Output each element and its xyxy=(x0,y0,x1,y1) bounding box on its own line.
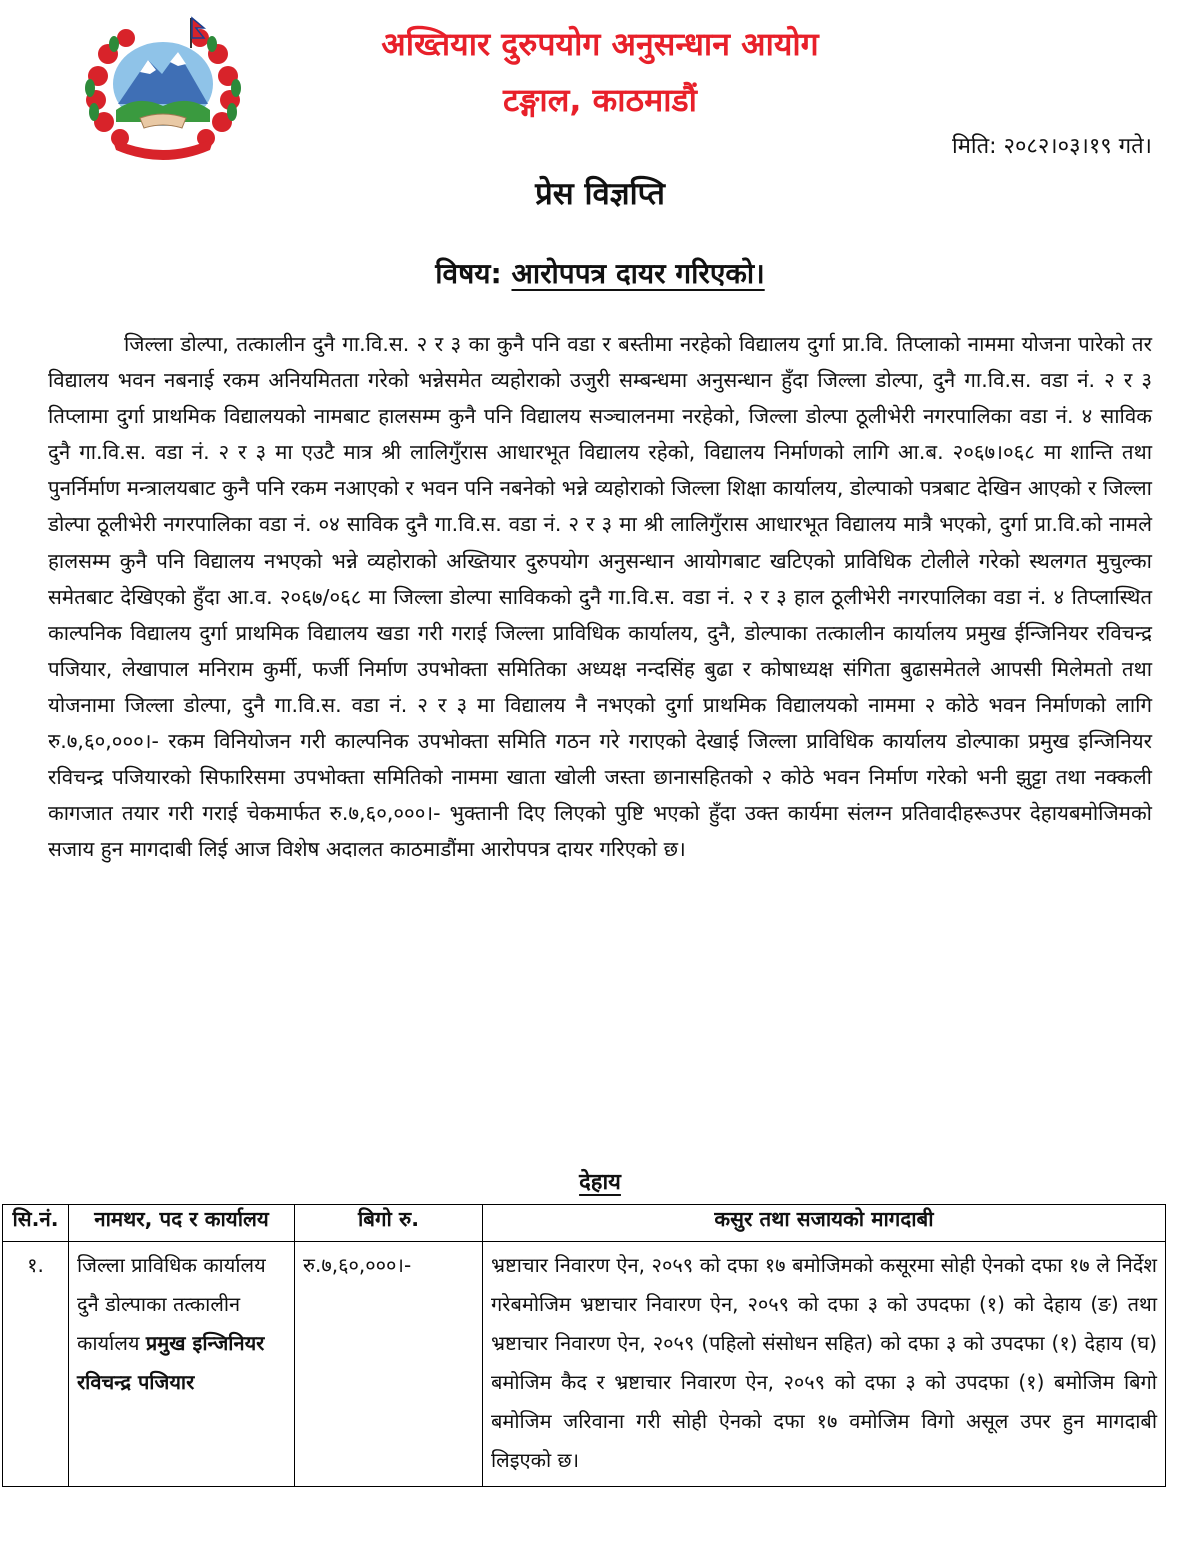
column-header-charge: कसुर तथा सजायको मागदाबी xyxy=(483,1205,1166,1242)
row-name xyxy=(69,1242,295,1487)
row-sn: १. xyxy=(3,1242,69,1487)
issue-date: मिति: २०८२।०३।१९ गते। xyxy=(952,134,1152,159)
row-amount: रु.७,६०,०००।- xyxy=(295,1242,483,1487)
column-header-sn: सि.नं. xyxy=(3,1205,69,1242)
row-name-person: प्रमुख इन्जिनियर रविचन्द्र पजियार xyxy=(77,1331,265,1394)
nepal-coat-of-arms-icon xyxy=(78,14,248,164)
annex-heading: देहाय xyxy=(579,1170,621,1195)
organization-location: टङ्गाल, काठमाडौं xyxy=(503,81,697,119)
row-charge: भ्रष्टाचार निवारण ऐन, २०५९ को दफा १७ बमोजिमको कसूरमा सोही ऐनको दफा १७ ले निर्देश गरेबमोजिम भ्रष्टाचार निवारण ऐन, २०५९ को दफा ३ को उपदफा (१) को देहाय (ङ) तथा भ्रष्टाचार निवारण ऐन, २०५९ (पहिलो संसोधन सहित) को दफा ३ को उपदफा (१) देहाय (घ) बमोजिम कैद र भ्रष्टाचार निवारण ऐन, २०५९ को दफा ३ को उपदफा (१) बमोजिम बिगो बमोजिम जरिवाना गरी सोही ऐनको दफा १७ वमोजिम विगो असूल उपर हुन मागदाबी लिइएको छ। xyxy=(483,1242,1166,1487)
defendants-table xyxy=(2,1204,1166,1487)
subject-label: विषय: xyxy=(435,257,502,290)
table-row xyxy=(3,1242,1166,1487)
subject-line xyxy=(0,254,1200,292)
row-name-office: जिल्ला प्राविधिक कार्यालय दुनै डोल्पाका तत्कालीन कार्यालय xyxy=(77,1253,266,1355)
column-header-amount: बिगो रु. xyxy=(295,1205,483,1242)
organization-name: अख्तियार दुरुपयोग अनुसन्धान आयोग xyxy=(381,25,819,63)
press-body-paragraph: जिल्ला डोल्पा, तत्कालीन दुनै गा.वि.स. २ र ३ का कुनै पनि वडा र बस्तीमा नरहेको विद्यालय दुर्गा प्रा.वि. तिप्लाको नाममा योजना पारेको तर विद्यालय भवन नबनाई रकम अनियमितता गरेको भन्नेसमेत व्यहोराको उजुरी सम्बन्धमा अनुसन्धान हुँदा जिल्ला डोल्पा, दुनै गा.वि.स. वडा नं. २ र ३ तिप्लामा दुर्गा प्राथमिक विद्यालयको नामबाट हालसम्म कुनै पनि विद्यालय सञ्चालनमा नरहेको, जिल्ला डोल्पा ठूलीभेरी नगरपालिका वडा नं. ४ साविक दुनै गा.वि.स. वडा नं. २ र ३ मा एउटै मात्र श्री लालिगुँरास आधारभूत विद्यालय रहेको, विद्यालय निर्माणको लागि आ.ब. २०६७।०६८ मा शान्ति तथा पुनर्निर्माण मन्त्रालयबाट कुनै पनि रकम नआएको र भवन पनि नबनेको भन्ने व्यहोराको जिल्ला शिक्षा कार्यालय, डोल्पाको पत्रबाट देखिन आएको र जिल्ला डोल्पा ठूलीभेरी नगरपालिका वडा नं. ०४ साविक दुनै गा.वि.स. वडा नं. २ र ३ मा श्री लालिगुँरास आधारभूत विद्यालय मात्रै भएको, दुर्गा प्रा.वि.को नामले हालसम्म कुनै पनि विद्यालय नभएको भन्ने व्यहोराको अख्तियार दुरुपयोग अनुसन्धान आयोगबाट खटिएको प्राविधिक टोलीले गरेको स्थलगत मुचुल्का समेतबाट देखिएको हुँदा आ.व. २०६७/०६८ मा जिल्ला डोल्पा साविकको दुनै गा.वि.स. वडा नं. २ र ३ हाल ठूलीभेरी नगरपालिका वडा नं. ४ तिप्लास्थित काल्पनिक विद्यालय दुर्गा प्राथमिक विद्यालय खडा गरी गराई जिल्ला प्राविधिक कार्यालय, दुनै, डोल्पाका तत्कालीन कार्यालय प्रमुख ईन्जिनियर रविचन्द्र पजियार, लेखापाल मनिराम कुर्मी, फर्जी निर्माण उपभोक्ता समितिका अध्यक्ष नन्दसिंह बुढा र कोषाध्यक्ष संगिता बुढासमेतले आपसी मिलेमतो तथा योजनामा जिल्ला डोल्पा, दुनै गा.वि.स. वडा नं. २ र ३ मा विद्यालय नै नभएको दुर्गा प्राथमिक विद्यालयको नाममा २ कोठे भवन निर्माणको लागि रु.७,६०,०००।- रकम विनियोजन गरी काल्पनिक उपभोक्ता समिति गठन गरे गराएको देखाई जिल्ला प्राविधिक कार्यालय डोल्पाका प्रमुख इन्जिनियर रविचन्द्र पजियारको सिफारिसमा उपभोक्ता समितिको नाममा खाता खोली जस्ता छानासहितको २ कोठे भवन निर्माण गरेको भनी झुट्टा तथा नक्कली कागजात तयार गरी गराई चेकमार्फत रु.७,६०,०००।- भुक्तानी दिए लिएको पुष्टि भएको हुँदा उक्त कार्यमा संलग्न प्रतिवादीहरूउपर देहायबमोजिमको सजाय हुन मागदाबी लिई आज विशेष अदालत काठमाडौंमा आरोपपत्र दायर गरिएको छ। xyxy=(48,332,1152,862)
page-title: प्रेस विज्ञप्ति xyxy=(535,176,665,212)
column-header-name: नामथर, पद र कार्यालय xyxy=(69,1205,295,1242)
subject-value: आरोपपत्र दायर गरिएको। xyxy=(511,257,765,290)
table-header-row xyxy=(3,1205,1166,1242)
